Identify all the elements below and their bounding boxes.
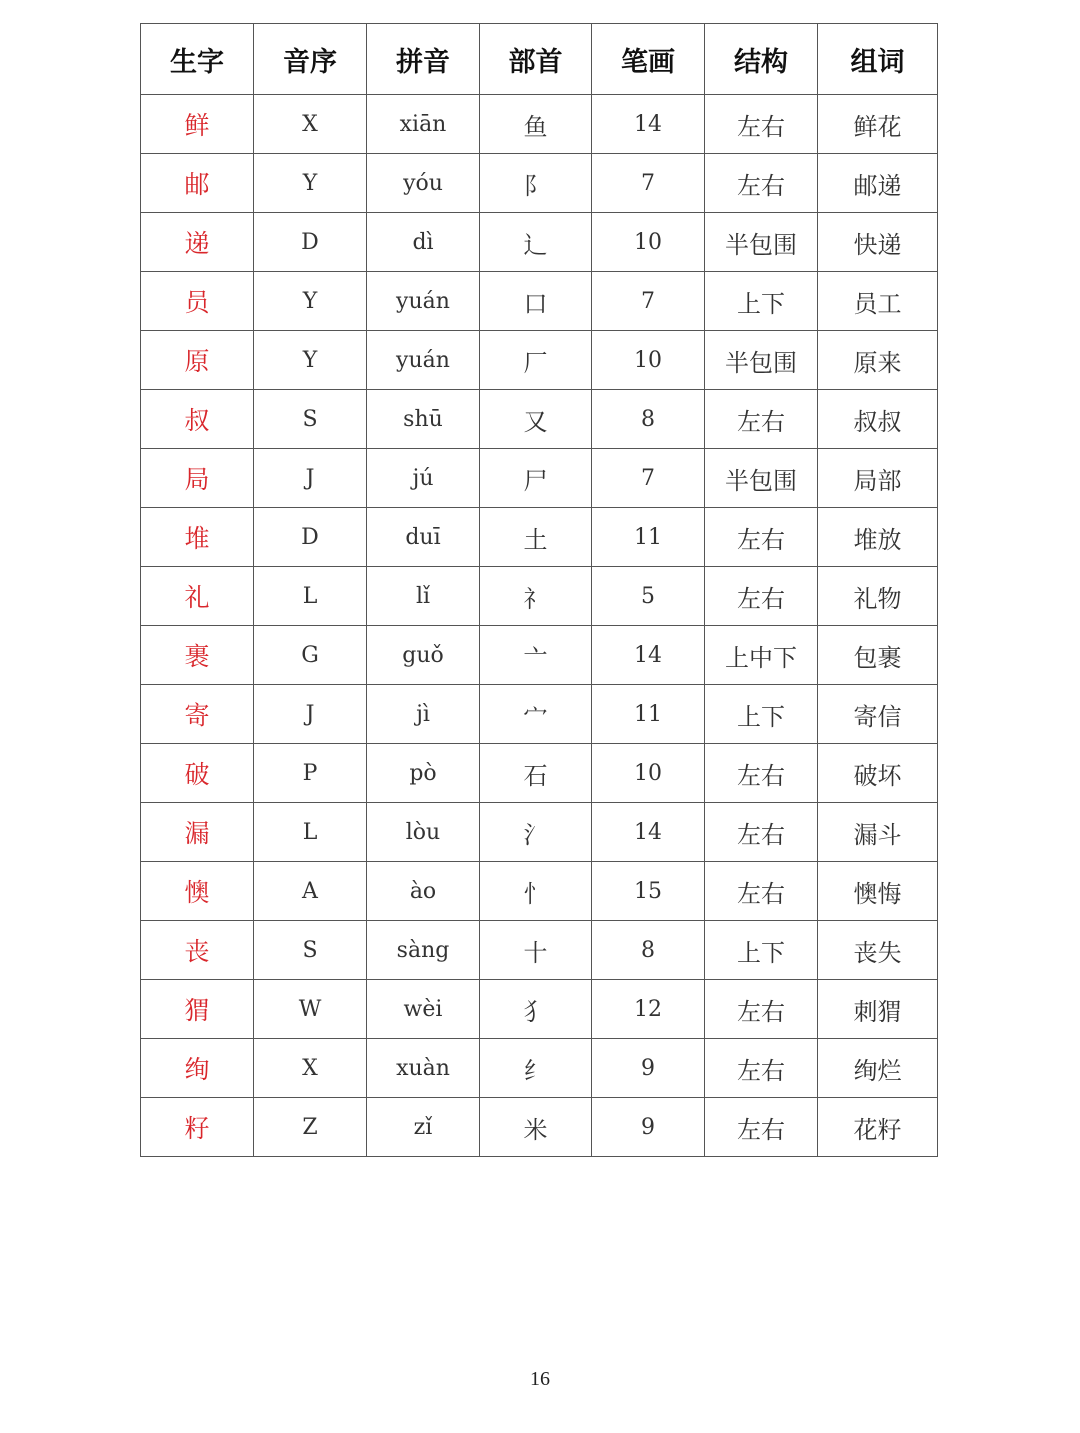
cell-initial: D [254,213,367,272]
cell-structure: 半包围 [705,449,818,508]
cell-initial: L [254,567,367,626]
table-row [141,272,938,331]
cell-radical: 忄 [480,862,592,921]
cell-radical: 鱼 [480,95,592,154]
cell-word: 原来 [818,331,938,390]
cell-strokes: 9 [592,1098,705,1157]
table-row [141,626,938,685]
table-row [141,331,938,390]
cell-radical: 氵 [480,803,592,862]
cell-pinyin: pò [367,744,480,803]
cell-structure: 上下 [705,921,818,980]
cell-strokes: 14 [592,803,705,862]
cell-word: 快递 [818,213,938,272]
cell-initial: G [254,626,367,685]
cell-character: 裹 [141,626,254,685]
cell-radical: 口 [480,272,592,331]
cell-strokes: 11 [592,508,705,567]
header-strokes: 笔画 [592,24,705,95]
cell-radical: 阝 [480,154,592,213]
cell-word: 员工 [818,272,938,331]
cell-strokes: 15 [592,862,705,921]
cell-radical: 米 [480,1098,592,1157]
cell-structure: 左右 [705,1098,818,1157]
cell-structure: 半包围 [705,331,818,390]
cell-structure: 左右 [705,390,818,449]
cell-initial: J [254,685,367,744]
page-number: 16 [530,1368,550,1390]
cell-strokes: 10 [592,331,705,390]
table-row [141,95,938,154]
cell-pinyin: jì [367,685,480,744]
cell-character: 籽 [141,1098,254,1157]
cell-word: 破坏 [818,744,938,803]
cell-initial: A [254,862,367,921]
cell-structure: 上中下 [705,626,818,685]
cell-word: 邮递 [818,154,938,213]
cell-pinyin: yuán [367,272,480,331]
cell-structure: 左右 [705,567,818,626]
cell-pinyin: ào [367,862,480,921]
cell-character: 递 [141,213,254,272]
cell-word: 堆放 [818,508,938,567]
cell-strokes: 11 [592,685,705,744]
cell-strokes: 12 [592,980,705,1039]
table-row [141,980,938,1039]
cell-initial: L [254,803,367,862]
cell-radical: 辶 [480,213,592,272]
cell-initial: Y [254,272,367,331]
cell-structure: 上下 [705,685,818,744]
cell-character: 丧 [141,921,254,980]
cell-strokes: 10 [592,213,705,272]
cell-word: 鲜花 [818,95,938,154]
header-radical: 部首 [480,24,592,95]
cell-initial: W [254,980,367,1039]
cell-strokes: 7 [592,272,705,331]
cell-pinyin: wèi [367,980,480,1039]
cell-character: 寄 [141,685,254,744]
cell-word: 局部 [818,449,938,508]
table-row [141,508,938,567]
cell-radical: 礻 [480,567,592,626]
cell-structure: 左右 [705,980,818,1039]
cell-initial: J [254,449,367,508]
cell-initial: Y [254,154,367,213]
cell-pinyin: guǒ [367,626,480,685]
cell-radical: 厂 [480,331,592,390]
table-row [141,685,938,744]
cell-word: 懊悔 [818,862,938,921]
cell-structure: 左右 [705,803,818,862]
cell-radical: 尸 [480,449,592,508]
cell-character: 懊 [141,862,254,921]
cell-pinyin: yuán [367,331,480,390]
header-pinyin: 拼音 [367,24,480,95]
cell-structure: 左右 [705,1039,818,1098]
cell-radical: 石 [480,744,592,803]
cell-pinyin: xiān [367,95,480,154]
table-row [141,1098,938,1157]
cell-strokes: 10 [592,744,705,803]
cell-character: 破 [141,744,254,803]
cell-pinyin: xuàn [367,1039,480,1098]
cell-pinyin: zǐ [367,1098,480,1157]
cell-radical: 纟 [480,1039,592,1098]
header-word: 组词 [818,24,938,95]
cell-strokes: 8 [592,390,705,449]
cell-pinyin: duī [367,508,480,567]
cell-character: 原 [141,331,254,390]
cell-strokes: 7 [592,449,705,508]
cell-word: 礼物 [818,567,938,626]
table-body [141,95,938,1157]
cell-word: 漏斗 [818,803,938,862]
cell-strokes: 5 [592,567,705,626]
cell-radical: 宀 [480,685,592,744]
table-row [141,862,938,921]
cell-character: 礼 [141,567,254,626]
cell-word: 包裹 [818,626,938,685]
cell-character: 堆 [141,508,254,567]
cell-character: 鲜 [141,95,254,154]
cell-initial: S [254,921,367,980]
cell-radical: 犭 [480,980,592,1039]
cell-pinyin: sàng [367,921,480,980]
cell-initial: Y [254,331,367,390]
cell-character: 叔 [141,390,254,449]
table-row [141,390,938,449]
cell-strokes: 9 [592,1039,705,1098]
header-row [141,24,938,95]
cell-pinyin: shū [367,390,480,449]
cell-strokes: 8 [592,921,705,980]
cell-structure: 左右 [705,154,818,213]
cell-initial: S [254,390,367,449]
cell-structure: 半包围 [705,213,818,272]
cell-radical: 土 [480,508,592,567]
cell-structure: 左右 [705,862,818,921]
cell-character: 局 [141,449,254,508]
table-row [141,803,938,862]
header-character: 生字 [141,24,254,95]
cell-structure: 左右 [705,508,818,567]
cell-structure: 左右 [705,95,818,154]
table-row [141,449,938,508]
table-row [141,154,938,213]
cell-initial: X [254,1039,367,1098]
header-initial: 音序 [254,24,367,95]
table-row [141,213,938,272]
cell-character: 邮 [141,154,254,213]
table-row [141,921,938,980]
cell-strokes: 7 [592,154,705,213]
cell-character: 绚 [141,1039,254,1098]
cell-initial: Z [254,1098,367,1157]
cell-word: 花籽 [818,1098,938,1157]
cell-word: 刺猬 [818,980,938,1039]
cell-initial: X [254,95,367,154]
table-row [141,744,938,803]
header-structure: 结构 [705,24,818,95]
character-table [140,23,938,1157]
cell-radical: 又 [480,390,592,449]
cell-strokes: 14 [592,626,705,685]
table-row [141,567,938,626]
cell-word: 丧失 [818,921,938,980]
cell-initial: P [254,744,367,803]
cell-character: 漏 [141,803,254,862]
cell-character: 员 [141,272,254,331]
cell-pinyin: yóu [367,154,480,213]
cell-word: 绚烂 [818,1039,938,1098]
cell-character: 猬 [141,980,254,1039]
cell-structure: 左右 [705,744,818,803]
cell-radical: 亠 [480,626,592,685]
cell-word: 寄信 [818,685,938,744]
cell-strokes: 14 [592,95,705,154]
cell-initial: D [254,508,367,567]
cell-word: 叔叔 [818,390,938,449]
cell-pinyin: dì [367,213,480,272]
cell-pinyin: lòu [367,803,480,862]
cell-structure: 上下 [705,272,818,331]
cell-pinyin: jú [367,449,480,508]
table-row [141,1039,938,1098]
cell-radical: 十 [480,921,592,980]
cell-pinyin: lǐ [367,567,480,626]
